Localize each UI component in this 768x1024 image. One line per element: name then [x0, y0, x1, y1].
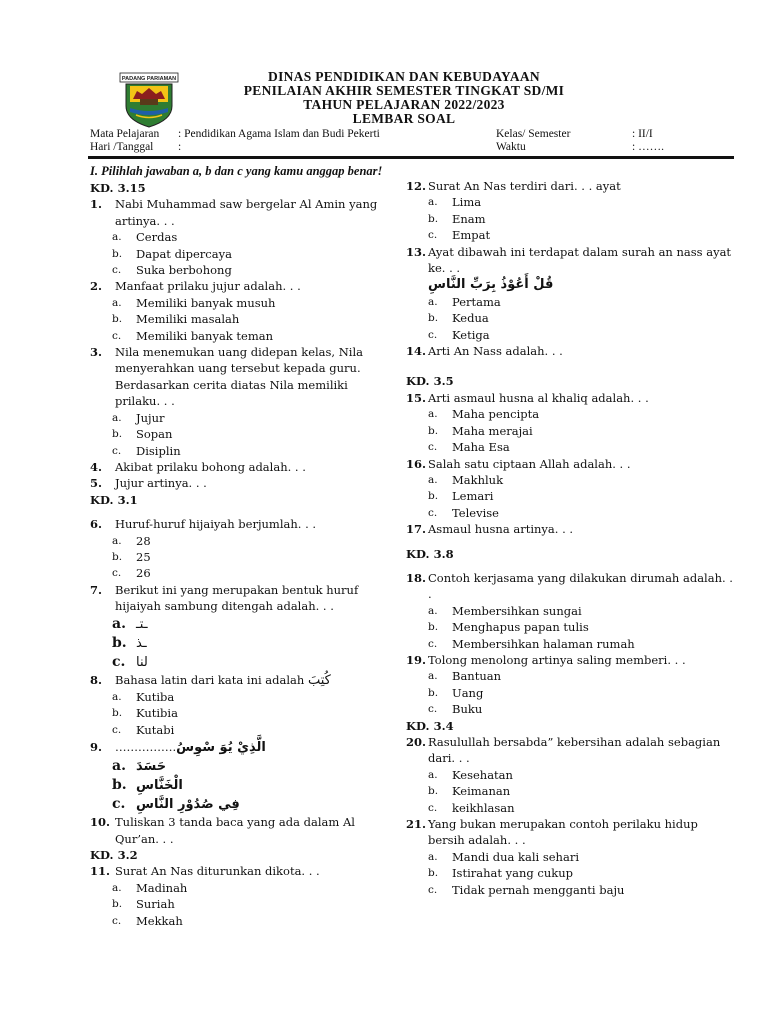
option: a. Makhluk	[428, 472, 504, 487]
option: b. Enam	[428, 211, 486, 226]
option: a. Memiliki banyak musuh	[112, 295, 276, 310]
option: c. فِي صُدُوْرِ النَّاسِ	[112, 796, 240, 813]
option: c. Maha Esa	[428, 440, 510, 455]
option: b. Keimanan	[428, 784, 511, 799]
option: c. Mekkah	[112, 913, 183, 928]
waktu-label: Waktu	[496, 141, 526, 153]
question: 12. Surat An Nas terdiri dari. . . ayat	[406, 179, 621, 193]
question: 14. Arti An Nass adalah. . .	[406, 344, 563, 359]
option: a. Lima	[428, 195, 482, 210]
header-line-4: LEMBAR SOAL	[352, 111, 456, 126]
option: b. Sopan	[112, 427, 173, 442]
option: a. Kutiba	[112, 689, 175, 704]
hari-value: :	[178, 141, 182, 153]
question: 4. Akibat prilaku bohong adalah. . .	[90, 459, 306, 474]
option: b. ـذ	[112, 634, 147, 651]
option: a. Bantuan	[428, 669, 502, 684]
svg-text:PADANG PARIAMAN: PADANG PARIAMAN	[121, 76, 177, 82]
option: c. Kutabi	[112, 722, 175, 737]
mapel-label: Mata Pelajaran	[90, 128, 160, 140]
option: c. Ketiga	[428, 327, 490, 342]
option: c. keikhlasan	[428, 800, 515, 815]
header-line-2: PENILAIAN AKHIR SEMESTER TINGKAT SD/MI	[243, 83, 565, 98]
question: 1. Nabi Muhammad saw bergelar Al Amin yang artinya. . .	[90, 197, 378, 228]
option: b. Lemari	[428, 489, 494, 504]
option: a. Kesehatan	[428, 767, 513, 782]
option: a. 28	[112, 533, 151, 548]
option: b. Kutibia	[112, 706, 178, 721]
option: c. Memiliki banyak teman	[112, 328, 274, 343]
kelas-value: : II/I	[632, 128, 653, 140]
waktu-value: : …….	[632, 141, 664, 153]
question: 9. …………….الَّذِيْ يُوَ سْوِسُ	[90, 740, 266, 756]
option: a. Mandi dua kali sehari	[428, 849, 579, 864]
option: c. 26	[112, 566, 151, 581]
question: 18. Contoh kerjasama yang dilakukan dirumah adalah. . .	[406, 570, 733, 602]
instruction: I. Pilihlah jawaban a, b dan c yang kamu anggap benar!	[90, 164, 383, 178]
question: 16. Salah satu ciptaan Allah adalah. . .	[406, 456, 631, 471]
option: b. Maha merajai	[428, 423, 533, 438]
question: 6. Huruf-huruf hijaiyah berjumlah. . .	[90, 517, 317, 532]
option: b. 25	[112, 549, 151, 564]
option: b. Kedua	[428, 311, 489, 326]
question: 15. Arti asmaul husna al khaliq adalah. . .	[406, 390, 649, 405]
option: a. ـتـ	[112, 615, 148, 632]
option: a. Membersihkan sungai	[428, 603, 582, 618]
question: 21. Yang bukan merupakan contoh perilaku hidup bersih adalah. . .	[406, 817, 698, 848]
option: c. Buku	[428, 702, 483, 717]
question: 2. Manfaat prilaku jujur adalah. . .	[90, 279, 301, 294]
kd-heading: KD. 3.1	[90, 492, 138, 507]
question: 11. Surat An Nas diturunkan dikota. . .	[90, 864, 320, 879]
question: 3. Nila menemukan uang didepan kelas, Nila menyerahkan uang tersebut kepada guru. Berdasarkan cerita diatas Nila memiliki prilaku. . .	[90, 345, 364, 409]
option: c. Televise	[428, 505, 499, 520]
right-column	[406, 178, 736, 898]
question: 5. Jujur artinya. . .	[90, 476, 207, 491]
kd-heading: KD. 3.2	[90, 848, 138, 862]
header-line-3: TAHUN PELAJARAN 2022/2023	[303, 97, 505, 112]
option: a. Cerdas	[112, 230, 178, 245]
arabic-verse: قُلْ أَعُوْذُ بِرَبِّ النَّاسِ	[428, 277, 554, 293]
kd-heading: KD. 3.15	[90, 181, 146, 195]
question: 19. Tolong menolong artinya saling memberi. . .	[406, 652, 686, 667]
option: c. Membersihkan halaman rumah	[428, 636, 635, 651]
header-divider	[88, 156, 734, 159]
option: c. Empat	[428, 228, 491, 243]
kelas-label: Kelas/ Semester	[496, 128, 571, 140]
option: b. Uang	[428, 685, 484, 700]
question: 20. Rasulullah bersabda” kebersihan adalah sebagian dari. . .	[406, 735, 721, 766]
hari-label: Hari /Tanggal	[90, 141, 154, 153]
header-line-1: DINAS PENDIDIKAN DAN KEBUDAYAAN	[268, 69, 540, 84]
left-column	[90, 180, 390, 929]
option: b. Istirahat yang cukup	[428, 866, 573, 881]
kd-heading: KD. 3.4	[406, 718, 454, 733]
exam-info	[90, 128, 710, 154]
option: a. Jujur	[112, 410, 165, 425]
question: 8. Bahasa latin dari kata ini adalah كُتِبَ	[90, 672, 331, 688]
option: c. Disiplin	[112, 443, 181, 458]
option: a. Madinah	[112, 880, 188, 895]
mapel-value: : Pendidikan Agama Islam dan Budi Pekerti	[178, 128, 380, 140]
option: a. Pertama	[428, 294, 501, 309]
kd-heading: KD. 3.8	[406, 546, 454, 561]
question: 17. Asmaul husna artinya. . .	[406, 522, 574, 537]
option: b. الْخَنَّاسِ	[112, 777, 183, 794]
option: c. Suka berbohong	[112, 263, 232, 278]
option: b. Dapat dipercaya	[112, 246, 232, 261]
document-header	[0, 70, 768, 126]
question: 13. Ayat dibawah ini terdapat dalam surah an nass ayat ke. . .	[406, 244, 732, 276]
option: a. حَسَدَ	[112, 758, 167, 775]
question: 7. Berikut ini yang merupakan bentuk huruf hijaiyah sambung ditengah adalah. . .	[90, 582, 359, 614]
option: b. Memiliki masalah	[112, 312, 240, 327]
option: a. Maha pencipta	[428, 407, 540, 422]
kd-heading: KD. 3.5	[406, 374, 454, 389]
option: b. Menghapus papan tulis	[428, 620, 589, 635]
option: c. Tidak pernah mengganti baju	[428, 882, 625, 897]
option: b. Suriah	[112, 897, 175, 912]
question: 10. Tuliskan 3 tanda baca yang ada dalam Al Qur’an. . .	[90, 815, 355, 846]
option: c. لنا	[112, 653, 148, 670]
